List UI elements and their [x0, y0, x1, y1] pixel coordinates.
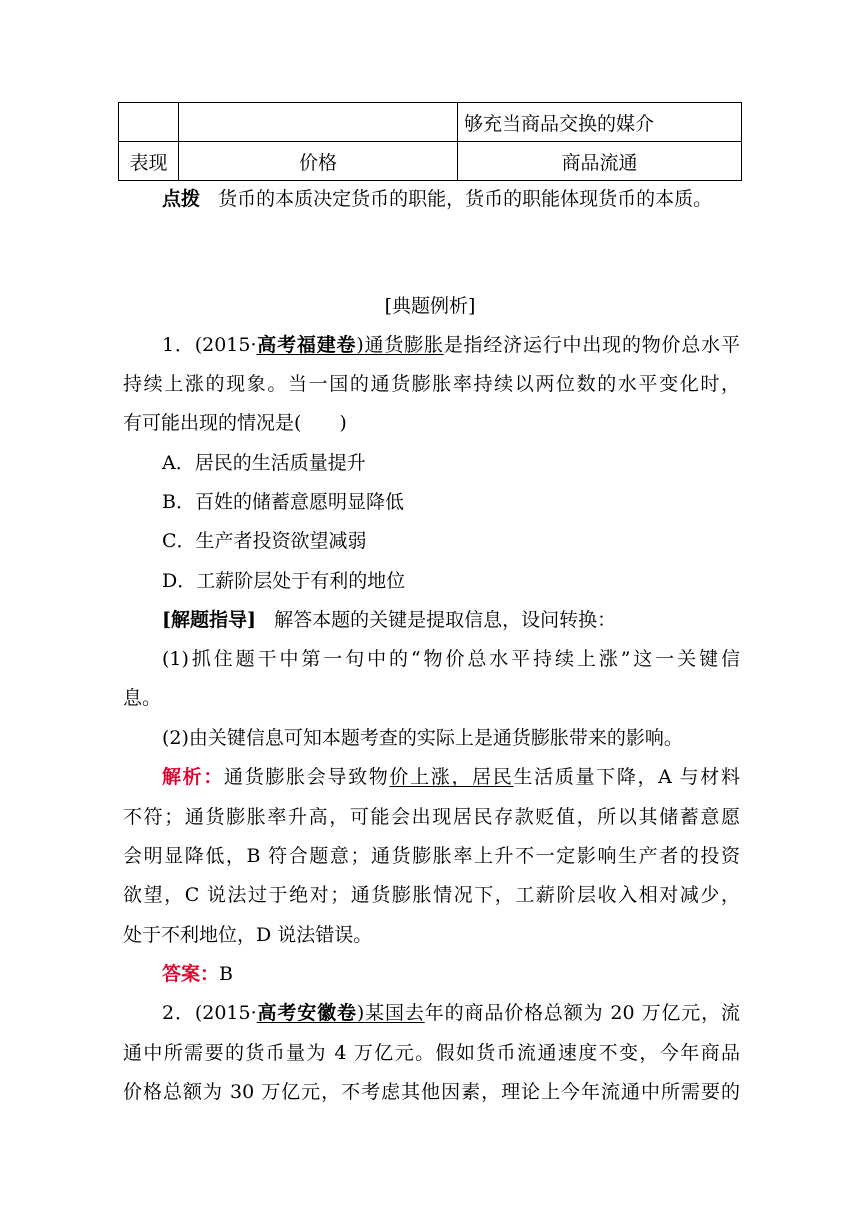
table-cell: 够充当商品交换的媒介 [458, 103, 742, 142]
answer-label: 答案： [162, 963, 220, 985]
q1-text: 是指经济运行中出现的物价总水平 [443, 334, 740, 356]
analysis-text: 通货膨胀会导致物 [224, 766, 390, 788]
tip-label: 点拨 [162, 188, 201, 210]
q2-underlined: 某国去 [364, 1002, 425, 1024]
guide-label: [解题指导] [162, 609, 256, 631]
q2-line-2: 通中所需要的货币量为 4 万亿元。假如货币流通速度不变，今年商品 [123, 1042, 740, 1064]
guide-text: 解答本题的关键是提取信息，设问转换： [274, 609, 617, 631]
q1-number: 1．(2015· [162, 334, 257, 356]
analysis-label: 解析： [162, 766, 225, 788]
guide-line [162, 606, 616, 634]
analysis-line-1 [162, 763, 740, 791]
q1-line-2: 持续上涨的现象。当一国的通货膨胀率持续以两位数的水平变化时， [123, 373, 740, 395]
table-row [119, 103, 742, 142]
tip-text: 货币的本质决定货币的职能，货币的职能体现货币的本质。 [218, 188, 713, 210]
analysis-line-2: 不符；通货膨胀率升高，可能会出现居民存款贬值，所以其储蓄意愿 [123, 806, 740, 828]
q2-number: 2．(2015· [162, 1002, 257, 1024]
comparison-table [118, 102, 742, 181]
step2-line: (2)由关键信息可知本题考查的实际上是通货膨胀带来的影响。 [162, 727, 683, 749]
answer-value: B [219, 963, 233, 985]
analysis-line-4: 欲望，C 说法过于绝对；通货膨胀情况下，工薪阶层收入相对减少， [123, 884, 740, 906]
q1-paren: ) [356, 334, 364, 356]
q1-keyword: 通货膨胀 [363, 334, 444, 356]
q2-source: 高考安徽卷 [256, 1002, 357, 1024]
table-cell [179, 103, 458, 142]
q1-source: 高考福建卷 [256, 334, 357, 356]
q1-line-1 [162, 331, 740, 359]
step1-line-2: 息。 [123, 687, 162, 709]
analysis-text: 生活质量下降，A 与材料 [513, 766, 740, 788]
q2-paren: ) [356, 1002, 365, 1024]
q2-line-1 [162, 999, 740, 1027]
option-c: C．生产者投资欲望减弱 [162, 530, 367, 552]
option-b: B．百姓的储蓄意愿明显降低 [162, 491, 404, 513]
table-cell [119, 103, 179, 142]
table-cell: 价格 [179, 142, 458, 181]
table-row-label: 表现 [119, 142, 179, 181]
analysis-line-5: 处于不利地位，D 说法错误。 [123, 924, 373, 946]
option-d: D．工薪阶层处于有利的地位 [162, 570, 406, 592]
answer-line [162, 960, 233, 988]
table-row [119, 142, 742, 181]
step1-line-1: (1)抓住题干中第一句中的“物价总水平持续上涨”这一关键信 [162, 648, 740, 670]
section-title: [典题例析] [384, 295, 476, 317]
table-cell: 商品流通 [458, 142, 742, 181]
analysis-line-3: 会明显降低，B 符合题意；通货膨胀率上升不一定影响生产者的投资 [123, 845, 740, 867]
analysis-underlined: 价上涨，居民 [389, 766, 514, 788]
q2-text: 年的商品价格总额为 20 万亿元，流 [424, 1002, 740, 1024]
q2-line-3: 价格总额为 30 万亿元，不考虑其他因素，理论上今年流通中所需要的 [123, 1081, 740, 1103]
q1-line-3: 有可能出现的情况是( ) [123, 412, 347, 434]
tip-line [162, 185, 712, 213]
option-a: A．居民的生活质量提升 [162, 452, 366, 474]
